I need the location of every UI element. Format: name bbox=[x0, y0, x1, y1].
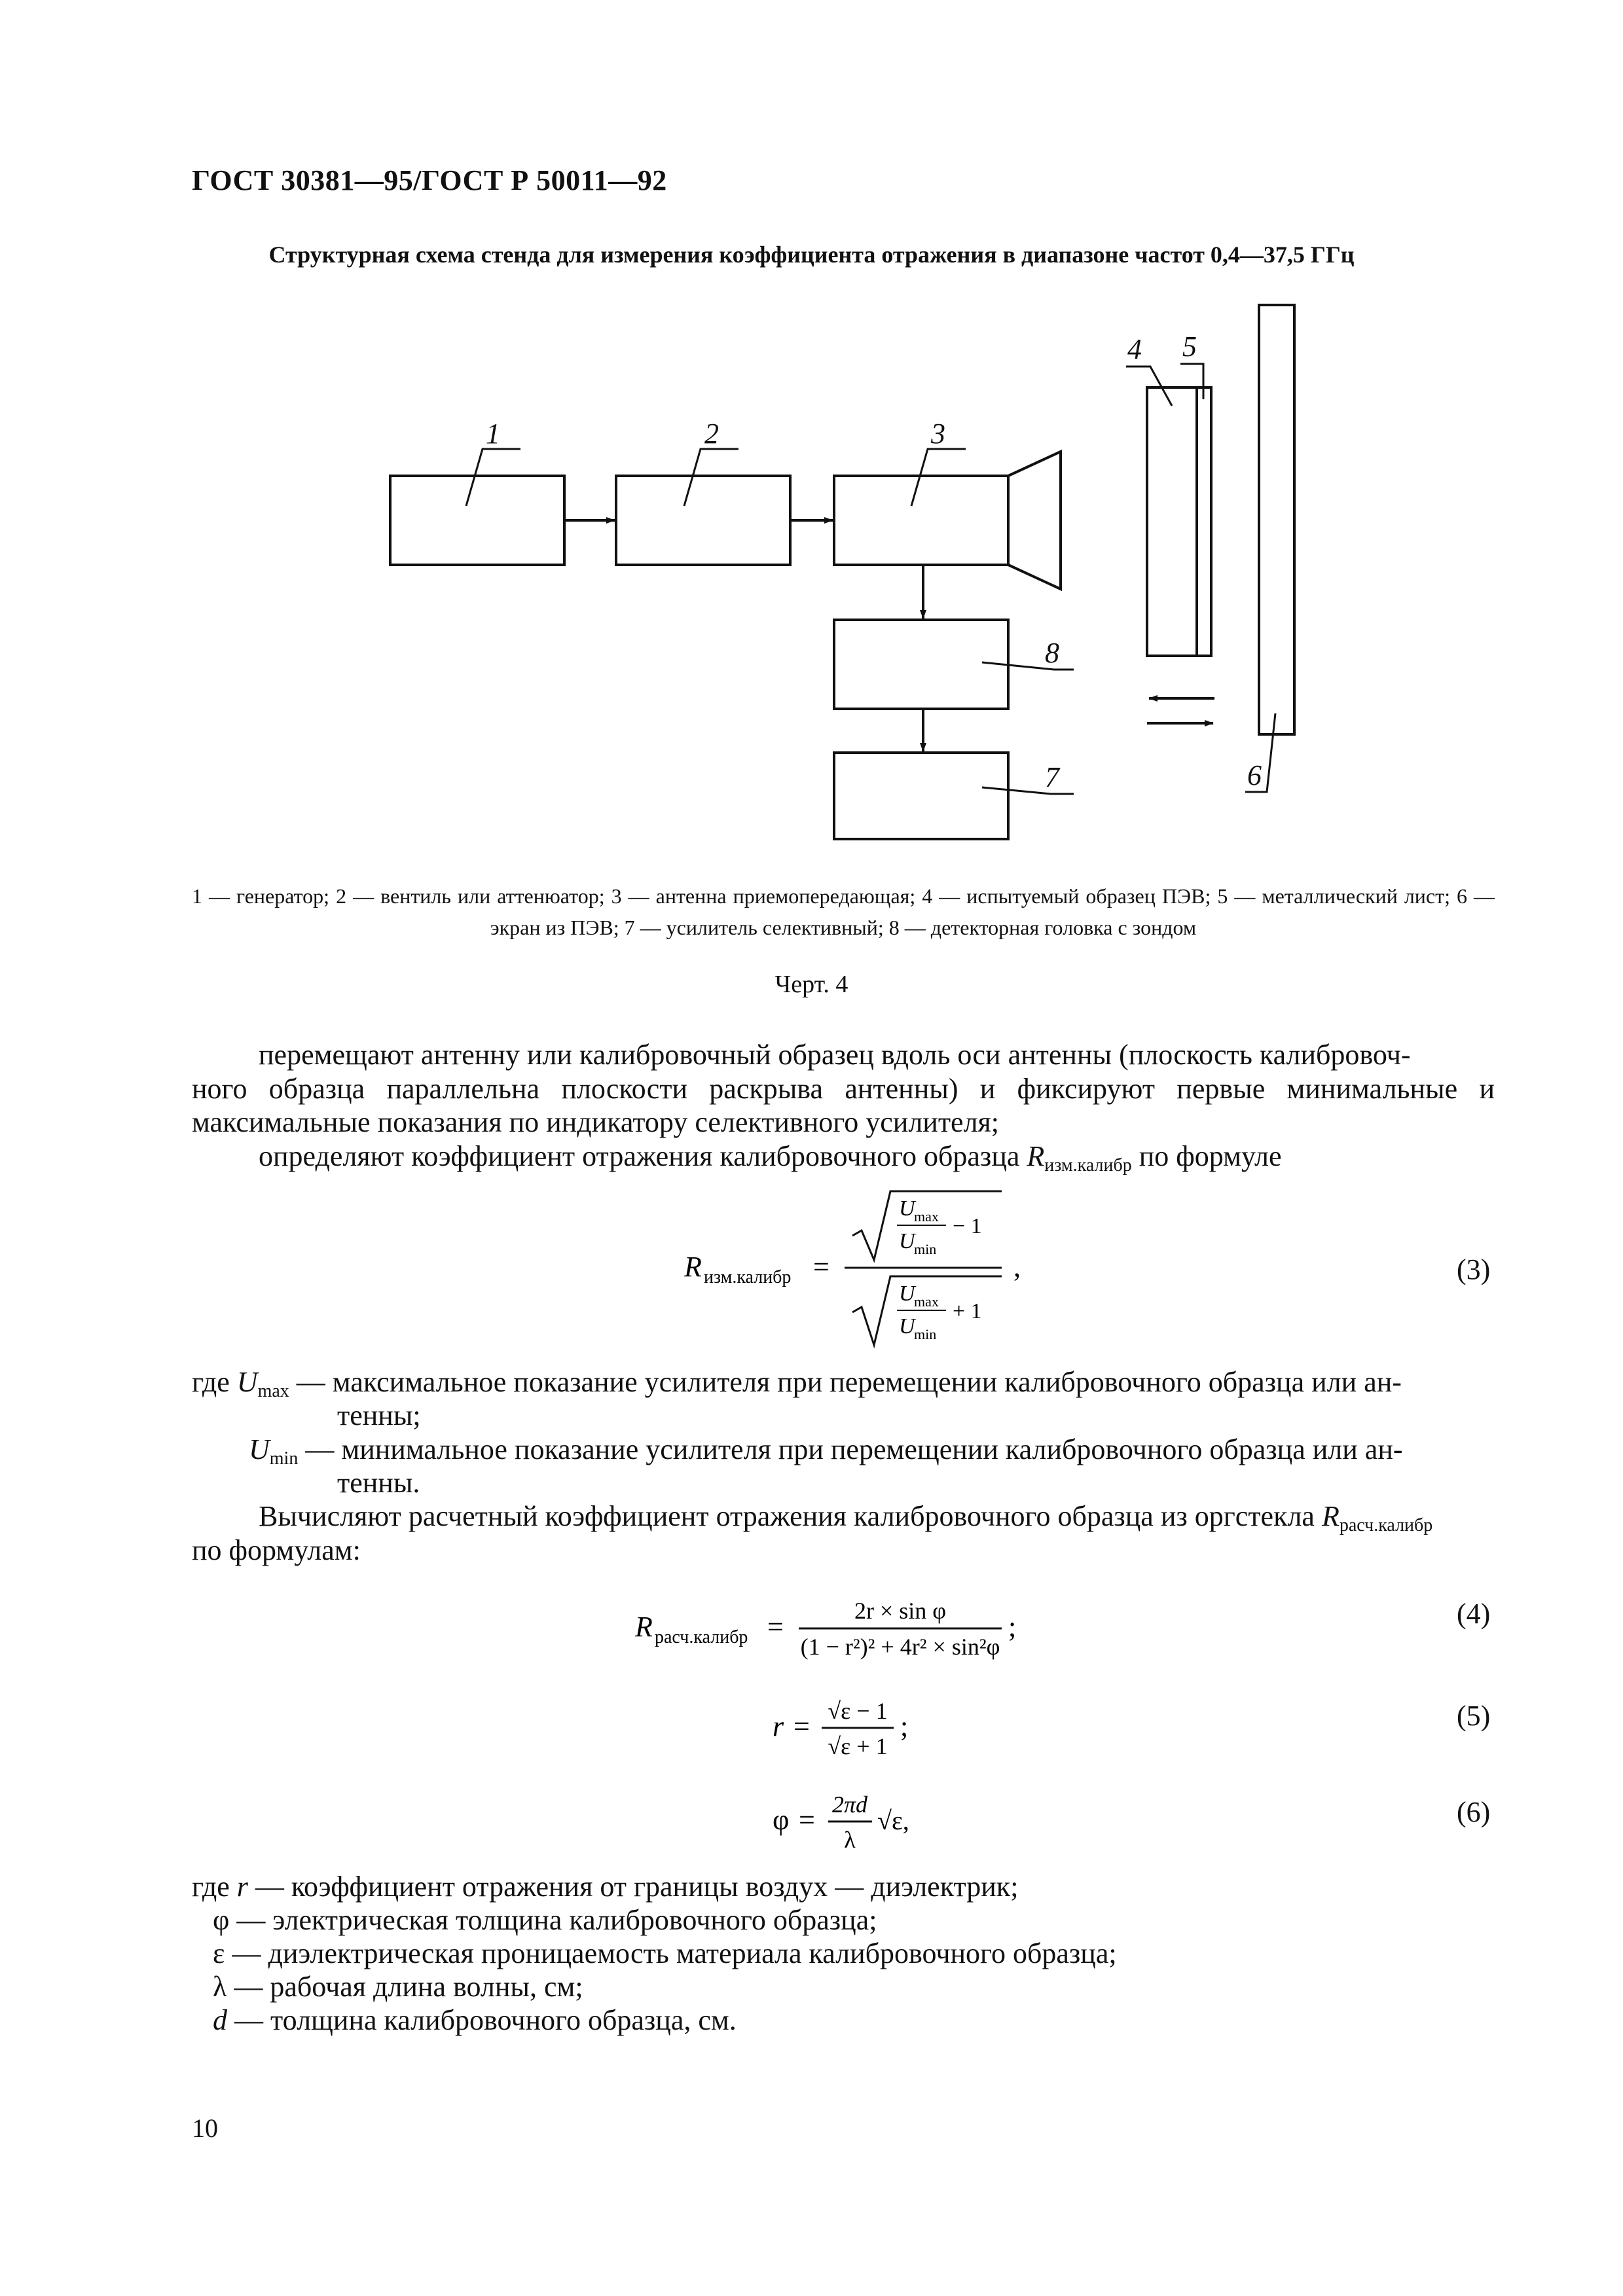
definition-epsilon-text: — диэлектрическая проницаемость материала калибровочного образца; bbox=[232, 1937, 1117, 1969]
f6-factor: √ε, bbox=[877, 1806, 909, 1835]
formula-3 bbox=[655, 1178, 1048, 1368]
f3-num-u2: U bbox=[899, 1229, 915, 1253]
block-generator bbox=[390, 476, 564, 565]
where-umin-continuation: тенны. bbox=[337, 1467, 420, 1499]
f6-numerator: 2πd bbox=[831, 1791, 868, 1818]
f3-num-min: min bbox=[914, 1241, 937, 1257]
label-5: 5 bbox=[1182, 331, 1197, 363]
block-diagram bbox=[0, 0, 1623, 877]
f3-den-u1: U bbox=[899, 1282, 915, 1306]
f5-numerator: √ε − 1 bbox=[828, 1698, 888, 1724]
paragraph-3-var: R bbox=[1321, 1500, 1340, 1532]
where-umax-prefix: где bbox=[192, 1366, 230, 1398]
label-2: 2 bbox=[704, 418, 719, 450]
figure-legend: 1 — генератор; 2 — вентиль или аттенюатор; 3 — антенна приемопередающая; 4 — испытуемый образец ПЭВ; 5 — металлический лист; 6 — экран из ПЭВ; 7 — усилитель селективный; 8 — детекторная головка с зондом bbox=[192, 884, 1495, 939]
where-umax-text: — максимальное показание усилителя при перемещении калибровочного образца или ан- bbox=[296, 1366, 1402, 1398]
block-attenuator bbox=[616, 476, 790, 565]
where-umin-var: U bbox=[249, 1433, 270, 1465]
f3-tail: , bbox=[1013, 1251, 1021, 1283]
f3-plus-one: + 1 bbox=[953, 1299, 982, 1323]
definition-r bbox=[192, 1871, 1018, 1903]
f3-lhs-sub: изм.калибр bbox=[704, 1267, 792, 1287]
f3-lhs-var: R bbox=[684, 1251, 702, 1283]
f5-equals: = bbox=[793, 1710, 810, 1742]
leader-7 bbox=[982, 787, 1074, 794]
where-umax bbox=[192, 1366, 1402, 1399]
f6-equals: = bbox=[799, 1804, 815, 1836]
paragraph-2 bbox=[259, 1140, 1282, 1173]
where-umax-sub: max bbox=[257, 1381, 289, 1401]
formula-4 bbox=[615, 1571, 1087, 1669]
definition-epsilon-symbol: ε bbox=[213, 1937, 225, 1969]
f3-den-u2: U bbox=[899, 1314, 915, 1338]
f3-minus-one: − 1 bbox=[953, 1214, 982, 1238]
block-amplifier bbox=[834, 753, 1008, 839]
label-8: 8 bbox=[1045, 637, 1059, 669]
f4-equals: = bbox=[767, 1611, 784, 1643]
f3-equals: = bbox=[813, 1251, 830, 1283]
figure-caption: Структурная схема стенда для измерения коэффициента отражения в диапазоне частот 0,4—37,5 ГГц bbox=[268, 242, 1355, 268]
paragraph-1-line-2: ного образца параллельна плоскости раскрыва антенны) и фиксируют первые минимальные и bbox=[192, 1073, 1495, 1105]
leader-2 bbox=[684, 449, 739, 506]
formula-6 bbox=[753, 1770, 969, 1869]
label-4: 4 bbox=[1127, 333, 1142, 365]
where-umin-sub: min bbox=[269, 1448, 299, 1469]
block-antenna bbox=[834, 476, 1008, 565]
paragraph-3-line-2: по формулам: bbox=[192, 1534, 361, 1566]
paragraph-2-tail: по формуле bbox=[1139, 1140, 1282, 1172]
f3-num-u1: U bbox=[899, 1196, 915, 1221]
definition-r-symbol: r bbox=[236, 1871, 248, 1903]
paragraph-2-var: R bbox=[1027, 1140, 1045, 1172]
paragraph-1-line-3: максимальные показания по индикатору селективного усилителя; bbox=[192, 1106, 1000, 1138]
equation-number-5: (5) bbox=[1457, 1700, 1491, 1732]
definition-phi-symbol: φ bbox=[213, 1904, 230, 1936]
f4-lhs-sub: расч.калибр bbox=[655, 1627, 748, 1647]
definition-lambda-symbol: λ bbox=[213, 1971, 227, 2003]
paragraph-2-text: определяют коэффициент отражения калибровочного образца bbox=[259, 1140, 1020, 1172]
paragraph-3-sub: расч.калибр bbox=[1339, 1515, 1433, 1535]
label-3: 3 bbox=[931, 418, 945, 450]
definition-d bbox=[213, 2004, 737, 2037]
paragraph-3-text: Вычисляют расчетный коэффициент отражения калибровочного образца из оргстекла bbox=[259, 1500, 1315, 1532]
page-number: 10 bbox=[192, 2113, 218, 2143]
definition-phi-text: — электрическая толщина калибровочного образца; bbox=[236, 1904, 877, 1936]
equation-number-3: (3) bbox=[1457, 1253, 1491, 1285]
where-umax-continuation: тенны; bbox=[337, 1399, 421, 1431]
definition-r-text: — коэффициент отражения от границы воздух — диэлектрик; bbox=[255, 1871, 1019, 1903]
where-umin bbox=[249, 1433, 1403, 1469]
block-screen bbox=[1259, 305, 1294, 734]
f4-numerator: 2r × sin φ bbox=[854, 1598, 947, 1624]
formula-5 bbox=[753, 1676, 969, 1774]
f5-lhs: r bbox=[773, 1710, 784, 1742]
leader-5 bbox=[1180, 364, 1203, 399]
block-metal-sheet bbox=[1197, 387, 1211, 656]
paragraph-3 bbox=[259, 1500, 1432, 1533]
f6-denominator: λ bbox=[844, 1827, 856, 1853]
definition-d-text: — толщина калибровочного образца, см. bbox=[234, 2004, 737, 2036]
equation-number-6: (6) bbox=[1457, 1796, 1491, 1828]
paragraph-2-sub: изм.калибр bbox=[1044, 1155, 1132, 1175]
definition-r-prefix: где bbox=[192, 1871, 230, 1903]
equation-number-4: (4) bbox=[1457, 1598, 1491, 1630]
antenna-horn bbox=[1008, 452, 1061, 589]
definition-phi bbox=[213, 1904, 877, 1937]
f3-den-min: min bbox=[914, 1326, 937, 1342]
f4-tail: ; bbox=[1008, 1611, 1017, 1643]
label-7: 7 bbox=[1045, 761, 1059, 793]
definition-lambda bbox=[213, 1971, 583, 2003]
label-6: 6 bbox=[1247, 759, 1262, 791]
definition-d-symbol: d bbox=[213, 2004, 227, 2036]
definition-lambda-text: — рабочая длина волны, см; bbox=[234, 1971, 583, 2003]
f6-lhs: φ bbox=[773, 1804, 790, 1836]
leader-1 bbox=[466, 449, 520, 506]
standard-header: ГОСТ 30381—95/ГОСТ Р 50011—92 bbox=[192, 164, 667, 196]
where-umax-var: U bbox=[236, 1366, 258, 1398]
where-umin-text: — минимальное показание усилителя при перемещении калибровочного образца или ан- bbox=[305, 1433, 1403, 1465]
block-detector-head bbox=[834, 620, 1008, 709]
f3-den-max: max bbox=[914, 1293, 939, 1310]
paragraph-1-line-1: перемещают антенну или калибровочный образец вдоль оси антенны (плоскость калибровоч- bbox=[259, 1039, 1411, 1071]
drawing-number: Черт. 4 bbox=[775, 971, 848, 998]
f5-tail: ; bbox=[900, 1710, 909, 1742]
f5-denominator: √ε + 1 bbox=[828, 1733, 888, 1759]
f3-num-max: max bbox=[914, 1208, 939, 1225]
label-1: 1 bbox=[486, 418, 500, 450]
f4-lhs-var: R bbox=[635, 1611, 653, 1643]
leader-3 bbox=[911, 449, 966, 506]
leader-8 bbox=[982, 662, 1074, 670]
definition-epsilon bbox=[213, 1937, 1117, 1970]
f4-denominator: (1 − r²)² + 4r² × sin²φ bbox=[800, 1634, 1000, 1660]
block-sample bbox=[1147, 387, 1197, 656]
